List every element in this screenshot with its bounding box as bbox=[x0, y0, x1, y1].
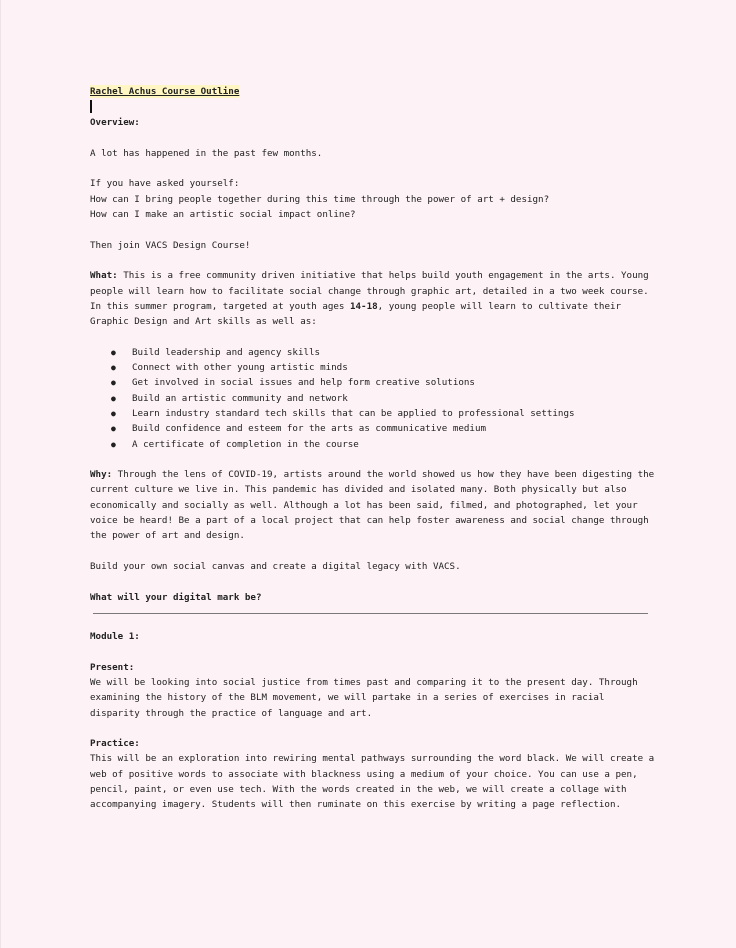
list-item: ● A certificate of completion in the course bbox=[132, 437, 656, 452]
why-paragraph bbox=[90, 467, 656, 543]
question-2: How can I make an artistic social impact online? bbox=[90, 209, 356, 221]
join-line: Then join VACS Design Course! bbox=[90, 239, 251, 251]
legacy-line: Build your own social canvas and create a digital legacy with VACS. bbox=[90, 560, 461, 572]
ask-intro: If you have asked yourself: bbox=[90, 178, 240, 190]
list-item: ● Learn industry standard tech skills that can be applied to professional settings bbox=[132, 406, 656, 421]
benefits-list bbox=[90, 345, 656, 452]
present-text: We will be looking into social justice from times past and comparing it to the present day. Through examining the history of the BLM movement, we will partake in a series of exercises in racial disparity through the practice of language and art. bbox=[90, 676, 638, 719]
what-text-2: , young people will learn to cultivate their Graphic Design and Art skills as well as: bbox=[90, 300, 622, 328]
document-title: Rachel Achus Course Outline bbox=[90, 86, 240, 97]
text-cursor bbox=[90, 100, 92, 113]
why-text: Through the lens of COVID-19, artists around the world showed us how they have been digesting the current culture we live in. This pandemic has divided and isolated many. Both physically but also economically and socially as well. Although a lot has been said, filmed, and photographed, let your voice be heard! Be a part of a local project that can help foster awareness and social change through the power of art and design. bbox=[90, 469, 655, 542]
module-heading: Module 1: bbox=[90, 631, 140, 643]
list-item: ● Build confidence and esteem for the arts as communicative medium bbox=[132, 421, 656, 436]
what-text-1: This is a free community driven initiative that helps build youth engagement in the arts. Young people will learn how to facilitate social change through graphic art, detailed in a two week course. In this summer program, targeted at youth ages bbox=[90, 270, 649, 312]
what-label: What: bbox=[90, 270, 118, 282]
question-1: How can I bring people together during this time through the power of art + design? bbox=[90, 193, 550, 205]
present-heading: Present: bbox=[90, 661, 135, 673]
list-item: ● Build an artistic community and network bbox=[132, 391, 656, 406]
what-paragraph bbox=[90, 268, 656, 329]
digital-mark-line: What will your digital mark be? bbox=[90, 591, 262, 603]
list-item: ● Build leadership and agency skills bbox=[132, 345, 656, 360]
practice-heading: Practice: bbox=[90, 738, 140, 750]
overview-line: A lot has happened in the past few months. bbox=[90, 147, 323, 159]
list-item: ● Connect with other young artistic minds bbox=[132, 360, 656, 375]
overview-heading: Overview: bbox=[90, 117, 140, 129]
why-label: Why: bbox=[90, 469, 113, 481]
document-body[interactable] bbox=[90, 84, 656, 813]
what-ages: 14-18 bbox=[349, 300, 378, 312]
list-item: ● Get involved in social issues and help form creative solutions bbox=[132, 375, 656, 390]
practice-text: This will be an exploration into rewiring mental pathways surrounding the word black. We will create a web of positive words to associate with blackness using a medium of your choice. You can use a pen, pencil, paint, or even use tech. With the words created in the web, we will create a collage with accompanying imagery. Students will then ruminate on this exercise by writing a page reflection. bbox=[90, 753, 655, 811]
